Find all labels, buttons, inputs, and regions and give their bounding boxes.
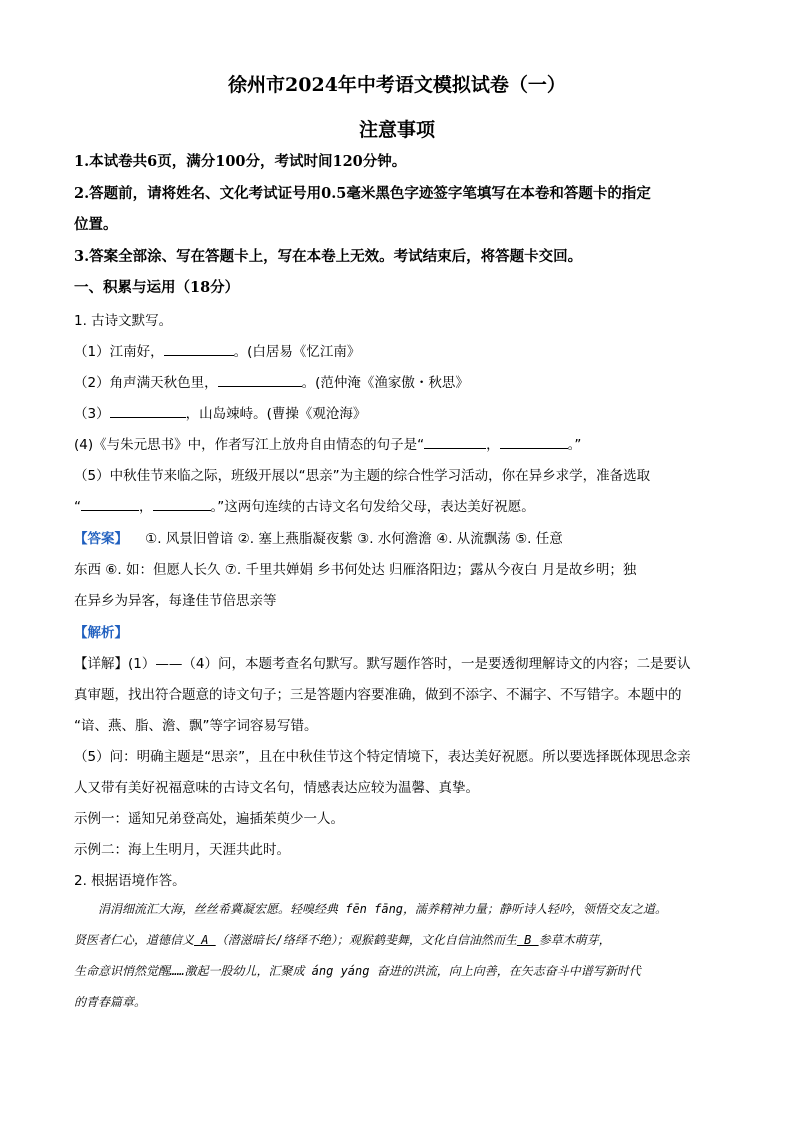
note-2-cont: 位置。	[74, 216, 118, 233]
answer-blank	[218, 372, 302, 387]
example-2: 示例二：海上生明月，天涯共此时。	[74, 842, 290, 858]
answer-line-3: 在异乡为异客，每逢佳节倍思亲等	[74, 593, 277, 609]
blank-a: A	[194, 933, 216, 947]
q1-item-3	[74, 402, 724, 422]
note-3: 3.答案全部涂、写在答题卡上，写在本卷上无效。考试结束后，将答题卡交回。	[74, 248, 583, 265]
passage-line-3: 生命意识悄然觉醒……激起一股幼儿，汇聚成 áng yáng 奋进的洪流，向上向善，在矢志奋斗中谱写新时代	[74, 964, 641, 978]
q1-item-5: （5）中秋佳节来临之际，班级开展以“思亲”为主题的综合性学习活动，你在异乡求学，准备选取	[74, 468, 651, 484]
q1-item-4	[74, 433, 724, 453]
example-1: 示例一：遥知兄弟登高处，遍插茱萸少一人。	[74, 811, 344, 827]
answer-blank	[81, 496, 139, 511]
answer-blank	[153, 496, 211, 511]
comma: ，	[486, 437, 500, 453]
analysis-p1a: 【详解】(1）——（4）问，本题考查名句默写。默写题作答时，一是要透彻理解诗文的内容；二是要认	[74, 656, 691, 672]
q1-item-3-text: （3）	[74, 406, 110, 422]
q1-item-2-text: （2）角声满天秋色里，	[74, 375, 218, 391]
answer-blank	[500, 434, 568, 449]
blank-b: B	[516, 933, 539, 947]
exam-title: 徐州市2024年中考语文模拟试卷（一）	[228, 74, 566, 96]
open-quote: “	[74, 499, 81, 515]
analysis-tag: 【解析】	[74, 625, 128, 641]
note-2: 2.答题前，请将姓名、文化考试证号用0.5毫米黑色字迹签字笔填写在本卷和答题卡的指定	[74, 185, 651, 202]
note-1: 1.本试卷共6页，满分100分，考试时间120分钟。	[74, 153, 407, 170]
q1-item-5-cont	[74, 495, 724, 515]
q1-item-4-text: (4)《与朱元思书》中，作者写江上放舟自由情态的句子是“	[74, 437, 425, 453]
q1-item-1	[74, 340, 724, 360]
answer-blank	[164, 341, 234, 356]
comma: ，	[139, 499, 153, 515]
passage-text: 贤医者仁心，道德信义	[74, 933, 195, 947]
q1-stem: 1. 古诗文默写。	[74, 313, 173, 329]
notice-heading: 注意事项	[358, 119, 435, 141]
closing-quote: 。”	[567, 437, 582, 453]
passage-line-2	[74, 925, 724, 956]
answer-line-2: 东西 ⑥. 如：但愿人长久 ⑦. 千里共婵娟 乡书何处达 归雁洛阳边；露从今夜白 月是故乡明；独	[74, 562, 637, 578]
answer-tag: 【答案】	[74, 531, 128, 547]
answer-text: ①. 风景旧曾谙 ②. 塞上燕脂凝夜紫 ③. 水何澹澹 ④. 从流飘荡 ⑤. 任意	[145, 531, 563, 547]
q1-item-5-text: 。”这两句连续的古诗文名句发给父母，表达美好祝愿。	[210, 499, 535, 515]
analysis-p2a: （5）问：明确主题是“思亲”，且在中秋佳节这个特定情境下，表达美好祝愿。所以要选择既体现思念亲	[74, 749, 691, 765]
q2-passage	[74, 894, 724, 1018]
q1-item-1-text: （1）江南好，	[74, 344, 164, 360]
q1-item-2	[74, 371, 724, 391]
passage-text: 参草木萌芽，	[538, 933, 611, 947]
answer-blank	[424, 434, 486, 449]
q1-item-2-source: 。(范仲淹《渔家傲・秋思》	[301, 375, 469, 391]
q1-item-1-source: 。(白居易《忆江南》	[233, 344, 361, 360]
answer-line-1	[74, 527, 724, 547]
passage-line-4: 的青春篇章。	[74, 995, 147, 1009]
analysis-p1c: “谙、燕、脂、澹、飘”等字词容易写错。	[74, 718, 318, 734]
analysis-p1b: 真审题，找出符合题意的诗文句子；三是答题内容要准确，做到不添字、不漏字、不写错字。本题中的	[74, 687, 682, 703]
analysis-p2b: 人又带有美好祝福意味的古诗文名句，情感表达应较为温馨、真挚。	[74, 780, 479, 796]
section-heading: 一、积累与运用（18分）	[74, 279, 240, 296]
passage-text: （潜滋暗长/络绎不绝）；观猴鹤斐舞，文化自信油然而生	[215, 933, 517, 947]
answer-blank	[110, 403, 186, 418]
q1-item-3-source: ，山岛竦峙。(曹操《观沧海》	[185, 406, 367, 422]
passage-line-1: 涓涓细流汇大海，丝丝希冀凝宏愿。轻嗅经典 fēn fāng，濡养精神力量；静听诗人轻吟，领悟交友之道。	[98, 902, 668, 916]
q2-stem: 2. 根据语境作答。	[74, 873, 186, 889]
